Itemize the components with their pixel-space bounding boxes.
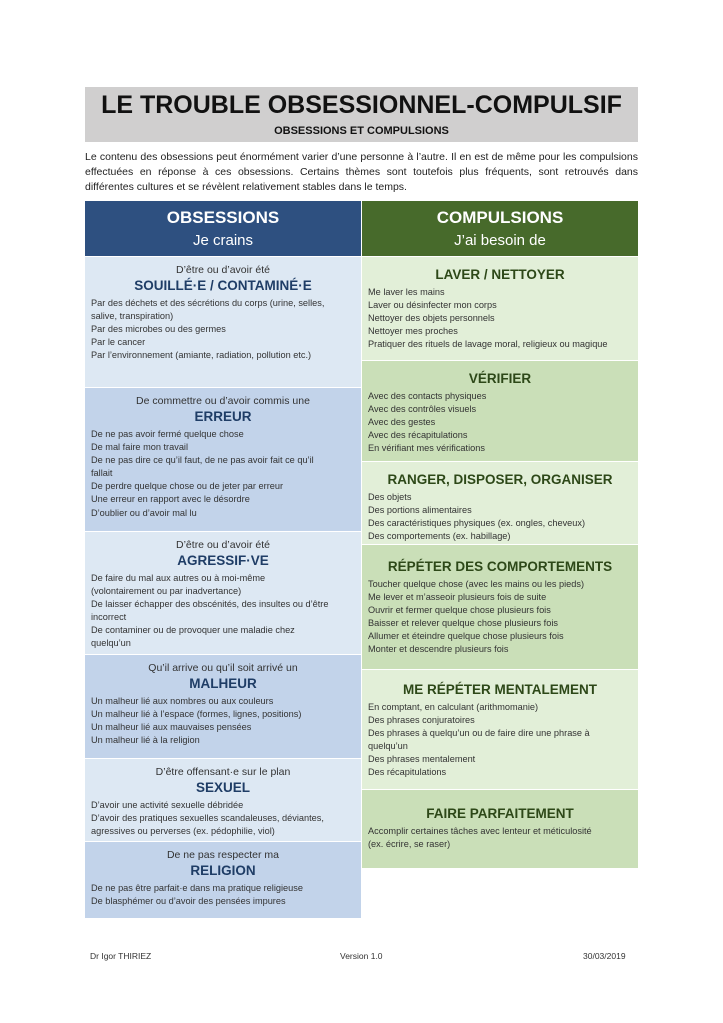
footer-author: Dr Igor THIRIEZ <box>90 951 152 961</box>
list-item: Par des microbes ou des germes <box>91 324 226 335</box>
obsessions-header <box>85 201 361 256</box>
list-item: De contaminer ou de provoquer une maladie chez <box>91 625 295 636</box>
compulsions-header <box>362 201 638 256</box>
item-list <box>368 491 632 543</box>
list-item: Des objets <box>368 492 412 502</box>
item-list <box>368 390 632 455</box>
list-item: Un malheur lié à la religion <box>91 735 200 746</box>
list-item: Baisser et relever quelque chose plusieurs fois <box>368 618 558 629</box>
list-item: (ex. écrire, se raser) <box>368 839 451 850</box>
item-list <box>91 428 355 520</box>
item-list <box>91 297 355 362</box>
compulsion-block-laver <box>362 257 638 360</box>
list-item: Par des déchets et des sécrétions du corps (urine, selles, <box>91 298 325 308</box>
block-intro: De commettre ou d’avoir commis une <box>136 395 310 407</box>
obsession-block-contamination <box>85 257 361 387</box>
obsessions-title: OBSESSIONS <box>166 208 280 227</box>
list-item: Des caractéristiques physiques (ex. ongles, cheveux) <box>368 518 586 529</box>
compulsion-block-repeter <box>362 545 638 669</box>
list-item: Avec des contrôles visuels <box>368 404 477 415</box>
list-item: quelqu’un <box>91 638 131 649</box>
list-item: Par l’environnement (amiante, radiation, pollution etc.) <box>91 350 312 361</box>
obsession-block-agressif <box>85 532 361 654</box>
list-item: Des récapitulations <box>368 767 447 778</box>
block-intro: D’être ou d’avoir été <box>176 539 270 551</box>
item-list <box>368 825 632 851</box>
block-intro: Qu’il arrive ou qu’il soit arrivé un <box>148 662 298 674</box>
list-item: Un malheur lié aux nombres ou aux couleurs <box>91 696 274 706</box>
compulsion-block-mental <box>362 670 638 789</box>
block-intro: De ne pas respecter ma <box>166 849 280 861</box>
page-subtitle: OBSESSIONS ET COMPULSIONS <box>274 125 449 137</box>
list-item: Un malheur lié aux mauvaises pensées <box>91 722 252 733</box>
item-list <box>91 799 355 838</box>
compulsions-title: COMPULSIONS <box>436 208 564 227</box>
title-banner <box>85 87 638 142</box>
block-category: RÉPÉTER DES COMPORTEMENTS <box>387 559 613 574</box>
list-item: Des phrases conjuratoires <box>368 715 475 726</box>
list-item: Me lever et m’asseoir plusieurs fois de suite <box>368 592 547 603</box>
list-item: De ne pas dire ce qu’il faut, de ne pas avoir fait ce qu’il <box>91 455 314 466</box>
block-intro: D’être ou d’avoir été <box>176 264 270 276</box>
list-item: En vérifiant mes vérifications <box>368 443 485 454</box>
list-item: Pratiquer des rituels de lavage moral, religieux ou magique <box>368 339 608 350</box>
block-category: AGRESSIF·VE <box>177 553 269 568</box>
list-item: Toucher quelque chose (avec les mains ou les pieds) <box>368 579 585 589</box>
list-item: Des phrases mentalement <box>368 754 476 765</box>
compulsion-block-parfait <box>362 790 638 868</box>
block-category: ME RÉPÉTER MENTALEMENT <box>402 682 597 697</box>
list-item: Avec des contacts physiques <box>368 391 487 401</box>
list-item: Nettoyer mes proches <box>368 326 458 337</box>
block-category: SEXUEL <box>195 780 250 795</box>
list-item: Avec des gestes <box>368 417 436 428</box>
list-item: Des phrases à quelqu’un ou de faire dire une phrase à <box>368 728 590 739</box>
list-item: Nettoyer des objets personnels <box>368 313 495 324</box>
compulsions-column <box>362 201 638 850</box>
list-item: Avec des récapitulations <box>368 430 468 441</box>
list-item: incorrect <box>91 612 127 623</box>
list-item: Une erreur en rapport avec le désordre <box>91 494 250 505</box>
list-item: Me laver les mains <box>368 287 445 297</box>
list-item: De faire du mal aux autres ou à moi-même <box>91 573 266 583</box>
item-list <box>368 701 632 780</box>
block-category: RANGER, DISPOSER, ORGANISER <box>387 472 613 487</box>
list-item: De laisser échapper des obscénités, des insultes ou d’être <box>91 599 329 610</box>
item-list <box>91 572 355 651</box>
list-item: (volontairement ou par inadvertance) <box>91 586 242 597</box>
list-item: Laver ou désinfecter mon corps <box>368 300 497 311</box>
list-item: fallait <box>91 468 113 479</box>
list-item: D’oublier ou d’avoir mal lu <box>91 507 197 518</box>
item-list <box>91 882 355 908</box>
intro-paragraph: Le contenu des obsessions peut énormément varier d’une personne à l’autre. Il en est de même pour les compulsions effectuées en réponse à ces obsessions. Certains thèmes sont toutefois plus fréquents, sont retrouvés dans différentes cultures et se révèlent relativement stables dans le temps. <box>85 151 638 193</box>
block-category: MALHEUR <box>189 676 257 691</box>
list-item: quelqu’un <box>368 741 408 752</box>
list-item: Des comportements (ex. habillage) <box>368 531 511 542</box>
list-item: agressives ou perverses (ex. pédophilie, viol) <box>91 826 275 837</box>
list-item: Ouvrir et fermer quelque chose plusieurs fois <box>368 605 551 616</box>
obsession-block-sexuel <box>85 759 361 841</box>
item-list <box>91 695 355 747</box>
list-item: De perdre quelque chose ou de jeter par erreur <box>91 481 284 492</box>
list-item: Des portions alimentaires <box>368 505 472 516</box>
list-item: Allumer et éteindre quelque chose plusieurs fois <box>368 631 564 642</box>
list-item: Accomplir certaines tâches avec lenteur et méticulosité <box>368 826 592 836</box>
list-item: D’avoir des pratiques sexuelles scandaleuses, déviantes, <box>91 813 324 824</box>
page-title: LE TROUBLE OBSESSIONNEL-COMPULSIF <box>101 91 622 119</box>
obsession-block-religion <box>85 842 361 918</box>
list-item: En comptant, en calculant (arithmomanie) <box>368 702 539 712</box>
block-category: LAVER / NETTOYER <box>435 267 565 282</box>
list-item: De blasphémer ou d’avoir des pensées impures <box>91 896 286 907</box>
obsessions-column <box>85 201 361 907</box>
block-category: SOUILLÉ·E / CONTAMINÉ·E <box>134 278 312 293</box>
obsession-block-erreur <box>85 388 361 531</box>
block-category: RELIGION <box>190 863 256 878</box>
compulsions-subtitle: J’ai besoin de <box>454 232 546 249</box>
list-item: Par le cancer <box>91 337 146 348</box>
list-item: De ne pas avoir fermé quelque chose <box>91 429 244 439</box>
obsession-block-malheur <box>85 655 361 758</box>
obsessions-subtitle: Je crains <box>192 232 254 249</box>
compulsion-block-ranger <box>362 462 638 544</box>
block-category: FAIRE PARFAITEMENT <box>426 806 574 821</box>
list-item: De mal faire mon travail <box>91 442 189 453</box>
compulsion-block-verifier <box>362 361 638 461</box>
list-item: Un malheur lié à l’espace (formes, lignes, positions) <box>91 709 302 720</box>
list-item: De ne pas être parfait·e dans ma pratique religieuse <box>91 883 303 893</box>
block-intro: D’être offensant·e sur le plan <box>155 766 291 778</box>
list-item: D’avoir une activité sexuelle débridée <box>91 800 244 810</box>
block-category: ERREUR <box>194 409 252 424</box>
footer-date: 30/03/2019 <box>583 951 626 961</box>
block-category: VÉRIFIER <box>468 371 532 386</box>
item-list <box>368 578 632 657</box>
list-item: salive, transpiration) <box>91 311 174 322</box>
footer-version: Version 1.0 <box>340 951 383 961</box>
item-list <box>368 286 632 351</box>
list-item: Monter et descendre plusieurs fois <box>368 644 509 655</box>
